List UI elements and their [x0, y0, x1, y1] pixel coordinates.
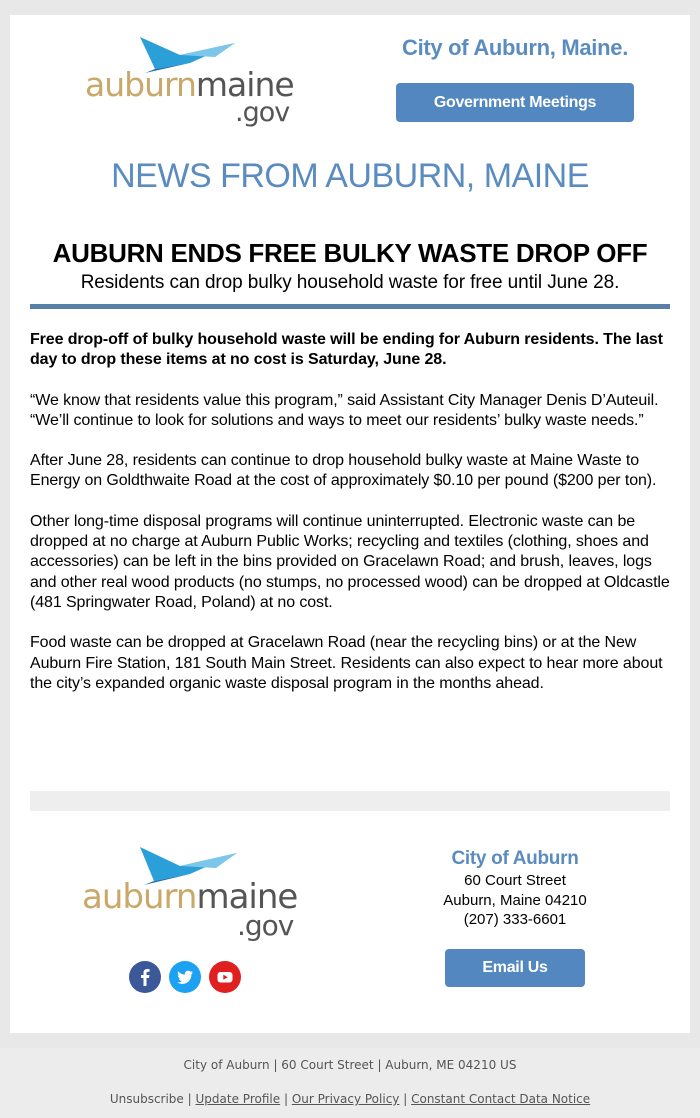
update-profile-link[interactable]: Update Profile [195, 1092, 281, 1106]
article-lead: Free drop-off of bulky household waste will be ending for Auburn residents. The last day to drop these items at no cost is Saturday, June 28. [30, 331, 663, 369]
logo-gov: .gov [235, 97, 290, 128]
logo-wordmark: auburnmaine [85, 65, 294, 104]
government-meetings-button[interactable]: Government Meetings [396, 83, 634, 122]
privacy-policy-link[interactable]: Our Privacy Policy [291, 1092, 400, 1106]
article-paragraph: Other long-time disposal programs will continue uninterrupted. Electronic waste can be dropped at no charge at Auburn Public Works; recycling and textiles (clothing, shoes and accessories) can be left in the bins provided on Gracelawn Road; and brush, leaves, logs and other real wood products (no stumps, no processed wood) can be dropped at Oldcastle (481 Springwater Road, Poland) at no cost. [30, 512, 670, 611]
footer-logo[interactable] [82, 845, 297, 940]
article-subhead: Residents can drop bulky household waste for free until June 28. [80, 272, 620, 293]
email-card [10, 15, 690, 1033]
city-title: City of Auburn, Maine. [401, 35, 629, 60]
data-notice-link[interactable]: Constant Contact Data Notice [411, 1092, 591, 1106]
twitter-icon[interactable] [169, 961, 201, 993]
bottom-links [0, 1092, 700, 1106]
divider [30, 304, 670, 309]
article-paragraph: “We know that residents value this program,” said Assistant City Manager Denis D’Auteuil. “We’ll continue to look for solutions and ways to meet our residents’ bulky waste needs.” [30, 391, 659, 429]
article-paragraph: Food waste can be dropped at Gracelawn Road (near the recycling bins) or at the New Auburn Fire Station, 181 South Main Street. Residents can also expect to hear more about the city’s expanded organic waste disposal program in the months ahead. [30, 634, 663, 692]
footer-org-name: City of Auburn [451, 848, 579, 869]
link-separator: | [403, 1092, 408, 1106]
logo-gov: .gov [237, 909, 294, 942]
article-body [30, 330, 675, 714]
article-headline: AUBURN ENDS FREE BULKY WASTE DROP OFF [52, 238, 648, 268]
footer-city: Auburn, Maine 04210 [443, 892, 587, 909]
unsubscribe-link[interactable]: Unsubscribe [109, 1092, 184, 1106]
footer-street: 60 Court Street [464, 872, 566, 889]
email-us-button[interactable]: Email Us [445, 949, 585, 987]
logo-wordmark: auburnmaine [82, 877, 298, 917]
bottom-address: City of Auburn | 60 Court Street | Auburn, ME 04210 US [183, 1058, 517, 1072]
youtube-icon[interactable] [209, 961, 241, 993]
section-spacer [30, 791, 670, 811]
footer-phone[interactable]: (207) 333-6601 [463, 911, 567, 928]
link-separator: | [283, 1092, 288, 1106]
link-separator: | [187, 1092, 192, 1106]
news-title: NEWS FROM AUBURN, MAINE [111, 157, 589, 195]
facebook-icon[interactable] [129, 961, 161, 993]
article-paragraph: After June 28, residents can continue to drop household bulky waste at Maine Waste to Energy on Goldthwaite Road at the cost of approximately $0.10 per pound ($200 per ton). [30, 452, 657, 490]
auburn-logo[interactable] [85, 35, 295, 128]
